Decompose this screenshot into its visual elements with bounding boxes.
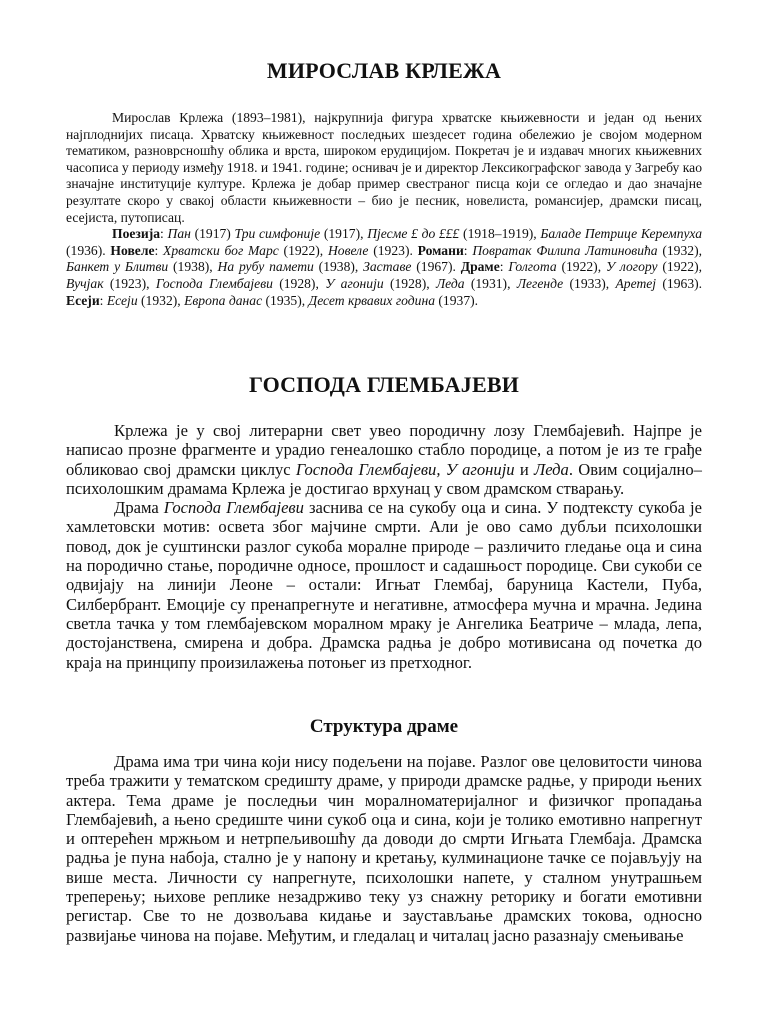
work-title: Заставе	[363, 259, 412, 275]
bio-paragraph: Мирослав Крлежа (1893–1981), најкрупнија фигура хрватске књижевности и један од њених најплоднијих писаца. Хрватску књижевност последњих шездесет година обележио је својом модерном тематиком, разноврсношћу облика и врста, широком ерудицијом. Покретач је и издавач многих књижевних часописа у периоду између 1918. и 1941. године; оснивач је и директор Лексикографског завода у Загребу као значајне институције културе. Крлежа је добар пример свестраног писца који се огледао и дао значајне резултате скоро у свакој области књижевности – био је песник, новелиста, романсијер, драмски писац, есејиста, путописац.	[66, 110, 702, 225]
work-title: Аретеј	[615, 275, 657, 291]
works-novellas-label: Новеле	[110, 242, 155, 258]
works-novels-label: Романи	[417, 242, 464, 258]
works-essays-label: Есеји	[66, 292, 100, 308]
paragraph: Драма има три чина који нису подељени на појаве. Разлог ове целовитости чинова треба тражити у тематском средишту драме, у природи драмске радње, у природи њених актера. Тема драме је последњи чин моралноматеријалног и физичког пропадања Глембајевић, а њено средиште чини сукоб оца и сина, који је толико емотивно напрегнут и оптерећен мржњом и нетрпељивошћу да доводи до смрти Игњата Глембаја. Драмска радња је пуна набоја, стално је у напону и кретању, кулминационе тачке се појављују на више места. Личности су напрегнуте, психолошки напете, у сталном унутрашњем треперењу; њихове реплике незадрживо теку уз снажну реторику и богати емотивни регистар. Све то не дозвољава кидање и заустављање драмских токова, односно развијање чинова на појаве. Међутим, и гледалац и читалац јасно разазнају смењивање	[66, 752, 702, 945]
work-title: Новеле	[327, 242, 369, 258]
work-title: Господа Глембајеви	[155, 275, 273, 291]
work-title: Банкет у Блитви	[66, 259, 169, 275]
works-paragraph: Поезија: Пан (1917) Три симфоније (1917), Пјесме £ до £££ (1918–1919), Баладе Петрице Керемпуха (1936). Новеле: Хрватски бог Марс (1922), Новеле (1923). Романи: Повратак Филипа Латиновића (1932), Банкет у Блитви (1938), На рубу памети (1938), Заставе (1967). Драме: Голгота (1922), У логору (1922), Вучјак (1923), Господа Глембајеви (1928), У агонији (1928), Леда (1931), Легенде (1933), Аретеј (1963). Есеји: Есеји (1932), Европа данас (1935), Десет крвавих година (1937).	[66, 226, 703, 308]
work-title: Вучјак	[66, 275, 104, 291]
structure-section-body	[66, 752, 702, 945]
paragraph: Драма Господа Глембајеви заснива се на сукобу оца и сина. У подтексту сукоба је хамлетовски мотив: освета због мајчине смрти. Али је ово само дубљи психолошки повод, док је суштински разлог сукоба моралне природе – различито гледање оца и сина на породично стање, породичне односе, прошлост и садашњост породице. Сви сукоби се одвијају на линији Леоне – остали: Игњат Глембај, баруница Кастели, Пуба, Силбербрант. Емоције су пренапрегнуте и негативне, атмосфера мучна и мрачна. Једина светла тачка у том глембајевском моралном мраку је Ангелика Беатриче – млада, лепа, достојанствена, смирена и добра. Драмска радња је добро мотивисана од почетка до краја на принципу произилажења потоњег из претходног.	[66, 498, 702, 672]
subsection-title-structure: Структура драме	[309, 716, 459, 737]
work-title: У агонији	[325, 275, 384, 291]
paragraph: Крлежа је у свој литерарни свет увео породичну лозу Глембајевић. Најпре је написао прозне фрагменте и урадио генеалошко стабло породице, а потом је из те грађе обликовао свој драмски циклус Господа Глембајеви, У агонији и Леда. Овим социјално–психолошким драмама Крлежа је достигао врхунац у свом драмском стварању.	[66, 421, 702, 498]
glembajevi-section-body	[66, 421, 702, 672]
work-title: Голгота	[508, 259, 557, 275]
work-title: У логору	[605, 259, 658, 275]
work-title: На рубу памети	[217, 259, 314, 275]
work-title: Повратак Филипа Латиновића	[472, 242, 658, 258]
work-title: Хрватски бог Марс	[163, 242, 279, 258]
section-title-glembajevi: ГОСПОДА ГЛЕМБАЈЕВИ	[248, 372, 520, 397]
work-title: Пан	[167, 226, 191, 242]
work-title: Леда	[435, 275, 465, 291]
work-title: Есеји	[106, 292, 138, 308]
works-dramas-label: Драме	[460, 259, 500, 275]
author-bio-block	[66, 110, 702, 309]
work-title: Европа данас	[184, 292, 263, 308]
work-title: Три симфоније	[234, 226, 321, 242]
author-title: МИРОСЛАВ КРЛЕЖА	[266, 58, 502, 83]
work-title: Баладе Петрице Керемпуха	[540, 226, 703, 242]
works-poetry-label: Поезија	[112, 226, 161, 242]
work-title: Десет крвавих година	[308, 292, 435, 308]
work-title: Легенде	[516, 275, 564, 291]
work-title: Пјесме £ до £££	[367, 226, 460, 242]
